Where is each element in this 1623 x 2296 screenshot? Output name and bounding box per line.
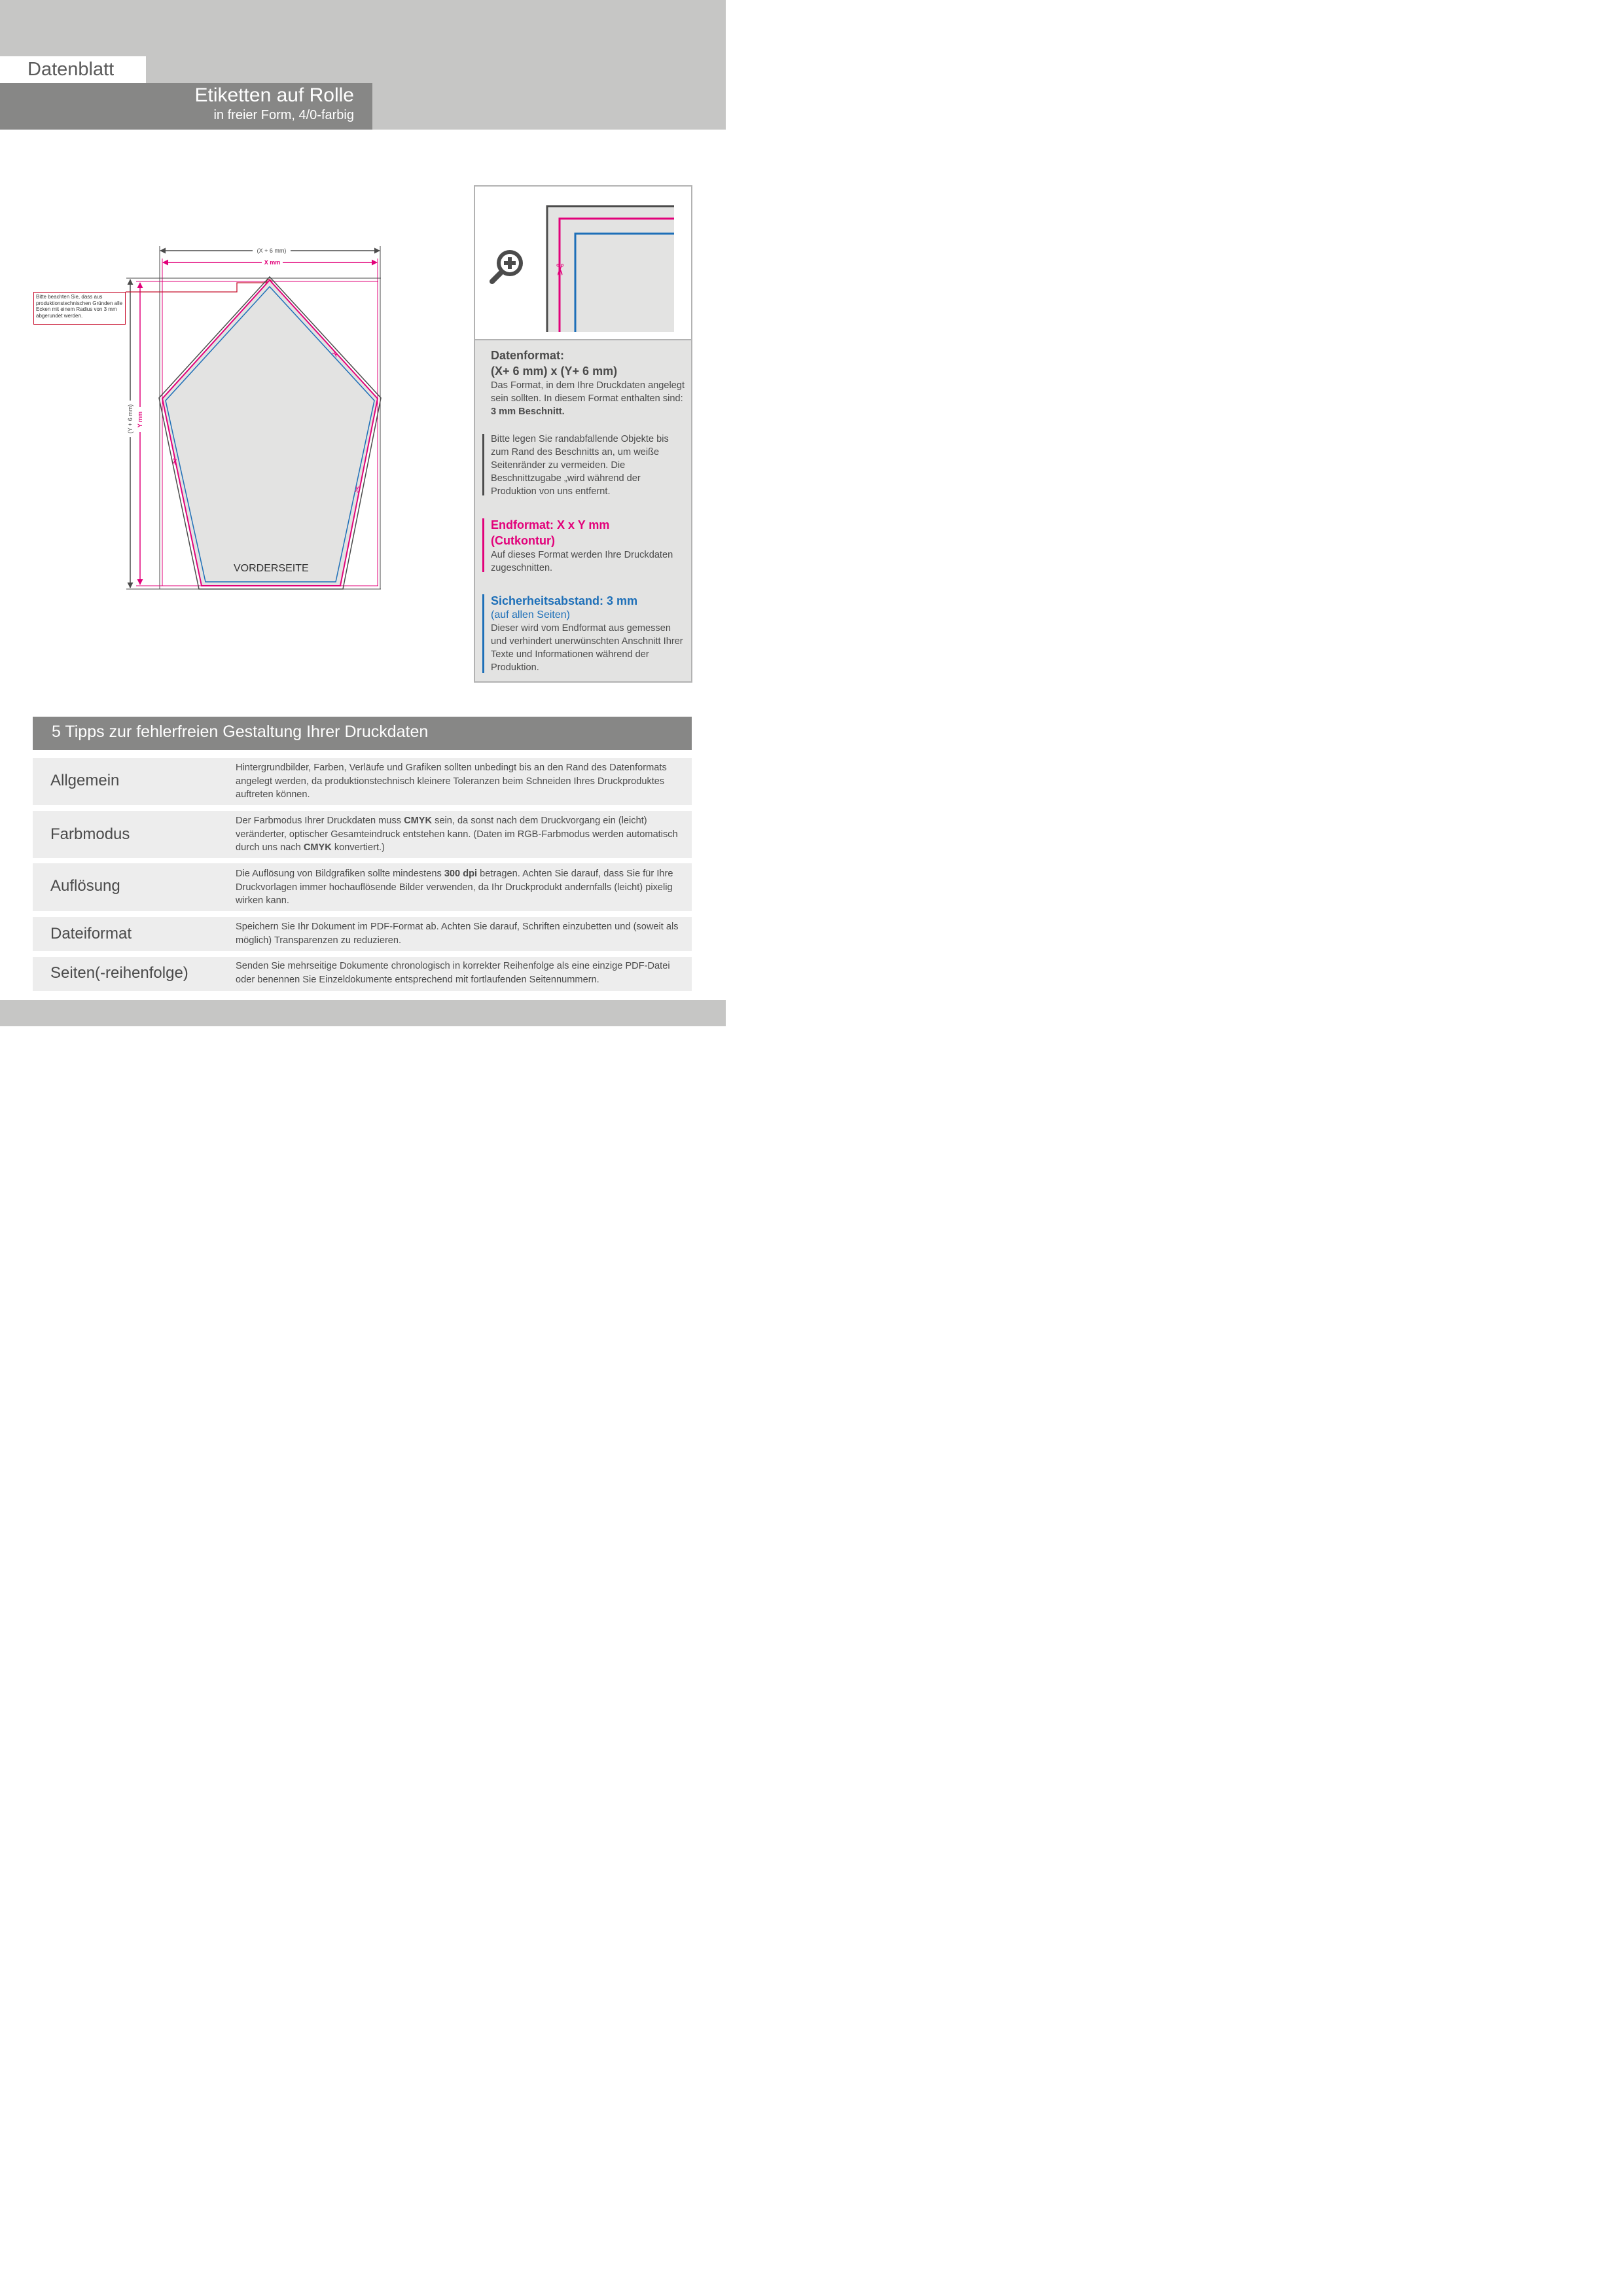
safety-subtitle: (auf allen Seiten) xyxy=(491,609,570,620)
end-format-title: Endformat: X x Y mm xyxy=(491,518,610,531)
safety-bar xyxy=(482,594,484,673)
tip-text: Speichern Sie Ihr Dokument im PDF-Format ab. Achten Sie darauf, Schriften einzubetten und (soweit als möglich) Transparenzen zu reduzieren. xyxy=(236,922,679,946)
tip-label: Auflösung xyxy=(50,877,120,895)
data-format-text xyxy=(491,379,687,418)
height-inner-label: Y mm xyxy=(137,411,143,428)
tips-header xyxy=(33,717,692,750)
tip-row-seitenreihenfolge xyxy=(33,957,692,991)
datasheet-tab xyxy=(0,56,146,83)
tip-label: Seiten(-reihenfolge) xyxy=(50,964,188,982)
tip-label: Dateiformat xyxy=(50,925,132,942)
info-panel xyxy=(474,185,692,683)
data-format-text-a: Das Format, in dem Ihre Druckdaten angelegt sein sollten. In diesem Format enthalten sind: xyxy=(491,380,685,404)
tip-row-farbmodus xyxy=(33,811,692,858)
tip-text: Die Auflösung von Bildgrafiken sollte mindestens 300 dpi betragen. Achten Sie darauf, dass Sie für Ihre Druckvorlagen immer hochauflösende Bilder verwenden, da Ihr Druckprodukt andernfalls (leicht) pixelig wirken kann. xyxy=(236,869,673,906)
scissors-icon: ✂ xyxy=(352,484,363,494)
product-title: Etiketten auf Rolle xyxy=(194,84,354,106)
width-outer-label: (X + 6 mm) xyxy=(257,247,287,254)
bleed-bar xyxy=(482,434,484,495)
end-format-subtitle: (Cutkontur) xyxy=(491,534,555,547)
side-label: VORDERSEITE xyxy=(234,563,309,574)
scissors-icon: ✂ xyxy=(329,349,341,361)
cut-contour xyxy=(162,280,378,586)
data-format-text-bold: 3 mm Beschnitt. xyxy=(491,406,565,417)
tip-label: Farbmodus xyxy=(50,825,130,843)
corner-radius-note: Bitte beachten Sie, dass aus produktionstechnischen Gründen alle Ecken mit einem Radius von 3 mm abgerundet werden. xyxy=(33,292,126,325)
zoom-detail xyxy=(475,187,691,340)
data-format-section xyxy=(491,348,687,418)
tip-label: Allgemein xyxy=(50,772,120,789)
magnifier-plus-icon xyxy=(492,250,523,281)
safety-title: Sicherheitsabstand: 3 mm xyxy=(491,594,638,607)
tip-row-dateiformat xyxy=(33,917,692,951)
tip-text: Der Farbmodus Ihrer Druckdaten muss CMYK sein, da sonst nach dem Druckvorgang ein (leicht) veränderter, optischer Gesamteindruck entstehen kann. (Daten im RGB-Farbmodus werden automatisch durch uns nach CMYK konvertiert.) xyxy=(236,816,678,853)
tip-row-aufloesung xyxy=(33,863,692,911)
product-subtitle: in freier Form, 4/0-farbig xyxy=(213,108,354,122)
bleed-section xyxy=(491,433,687,498)
data-format-size: (X+ 6 mm) x (Y+ 6 mm) xyxy=(491,365,618,378)
datasheet-label: Datenblatt xyxy=(27,59,115,80)
scissors-icon: ✂ xyxy=(550,263,569,277)
label-diagram xyxy=(0,236,458,602)
data-format-title: Datenformat: xyxy=(491,349,565,362)
end-format-section xyxy=(491,517,687,575)
tip-row-allgemein xyxy=(33,758,692,805)
height-outer-label: (Y + 6 mm) xyxy=(127,404,134,434)
safety-text: Dieser wird vom Endformat aus gemessen und verhindert unerwünschten Anschnitt Ihrer Texte und Informationen während der Produktion. xyxy=(491,623,683,673)
width-inner-label: X mm xyxy=(264,259,281,266)
end-format-text: Auf dieses Format werden Ihre Druckdaten zugeschnitten. xyxy=(491,550,673,573)
tip-text: Hintergrundbilder, Farben, Verläufe und Grafiken sollten unbedingt bis an den Rand des Datenformats angelegt werden, da produktionstechnisch kleinere Toleranzen beim Schneiden Ihres Druckproduktes auftreten können. xyxy=(236,762,667,800)
footer-band xyxy=(0,1000,726,1026)
tips-title: 5 Tipps zur fehlerfreien Gestaltung Ihrer Druckdaten xyxy=(52,723,429,741)
safety-section xyxy=(491,593,687,674)
scissors-icon: ✂ xyxy=(168,457,179,467)
zoom-detail-graphic xyxy=(475,187,691,340)
tip-text: Senden Sie mehrseitige Dokumente chronologisch in korrekter Reihenfolge als eine einzige PDF-Datei oder benennen Sie Einzeldokumente entsprechend mit fortlaufenden Seitennummern. xyxy=(236,961,670,985)
end-format-bar xyxy=(482,518,484,572)
product-title-bar xyxy=(0,83,372,130)
bleed-text: Bitte legen Sie randabfallende Objekte bis zum Rand des Beschnitts an, um weiße Seitenränder zu vermeiden. Die Beschnittzugabe „wird während der Produktion von uns entfernt. xyxy=(491,434,669,497)
